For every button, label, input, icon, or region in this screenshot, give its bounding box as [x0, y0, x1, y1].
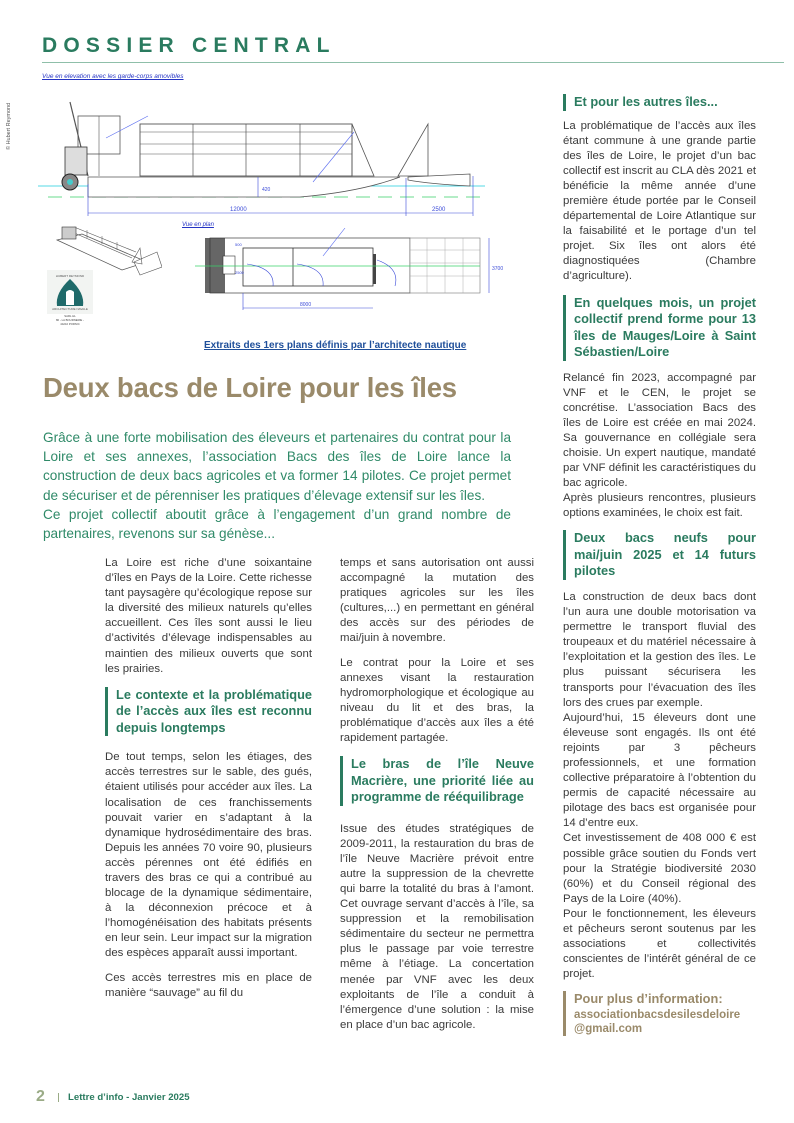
- article-headline: Deux bacs de Loire pour les îles: [43, 372, 457, 403]
- section-title: DOSSIER CENTRAL: [42, 34, 336, 57]
- col3-paragraph-3c: Cet investissement de 408 000 € est possible grâce soutien du Fonds vert pour la Stratégie biodiversité 2030 (60%) et du Conseil régional des Pays de la Loire (40%).: [563, 832, 756, 905]
- logo-subtitle: ARCHITECTURE NAVALE: [52, 307, 88, 311]
- dim-length-main: 12000: [230, 207, 247, 213]
- boat-plan-drawing: [195, 228, 505, 323]
- elevation-view-caption: Vue en elevation avec les garde-corps amovibles: [42, 73, 184, 80]
- col2-paragraph-1: temps et sans autorisation ont aussi accompagné la mutation des pratiques agricoles sur les îles (cultures,...) en permettant en général des accès sur des périodes de mai/juin à novembre.: [340, 557, 534, 645]
- logo-line1: SARL HL: [64, 314, 76, 318]
- col3-paragraph-3b: Aujourd’hui, 15 éleveurs dont une éleveuse sont engagés. Ils ont été rejoints par 3 pêcheurs professionnels, et une formation collective préparatoire à l’obtention du permis de capacité nécessaire au pilotage des bacs est organisée pour 14 d’entre eux.: [563, 711, 756, 830]
- col3-subhead-1: Et pour les autres îles...: [563, 94, 756, 111]
- title-divider: [42, 62, 784, 63]
- col1-subhead: Le contexte et la problématique de l’accès aux îles est reconnu depuis longtemps: [105, 687, 312, 737]
- dim-plan-width: 3700: [492, 266, 504, 272]
- col1-paragraph-2: De tout temps, selon les étiages, des accès terrestres sur le sable, des gués, étaient utilisés pour accéder aux îles. La localisation de ces franchissements pouvait varier en s’adaptant à la dynamique hydrosédimentaire des bras. Depuis les années 70 voire 90, plusieurs accès pérennes ont été édifiés en travers des bras ce qui a contribué au blocage de la dynamique sédimentaire, à la déconnexion précoce et à l’homogénéisation des habitats présents en leur sein. Leur impact sur la migration des espèces apparaît aussi important.: [105, 751, 312, 960]
- contact-email-part-2[interactable]: @gmail.com: [574, 1022, 643, 1035]
- plan-view-caption: Vue en plan: [182, 222, 214, 228]
- contact-box: [563, 991, 756, 1036]
- dim-plan-edge: 500: [235, 242, 242, 247]
- col3-paragraph-3a: La construction de deux bacs dont l’un aura une double motorisation va permettre le transport fluvial des troupeaux et du matériel nécessaire à l’exploitation et la gestion des îles. Le plus puissant sécurisera les transports pour l’évacuation des îles lors des crues par exemple.: [563, 590, 756, 709]
- lead-paragraph-1: Grâce à une forte mobilisation des éleveurs et partenaires du contrat pour la Loire et ses annexes, l’association Bacs des îles de Loire lance la construction de deux bacs agricoles et va former 14 pilotes. Ce projet permet de sécuriser et de pérenniser les pratiques d’élevage extensif sur les îles.: [43, 430, 511, 503]
- boat-elevation-drawing: [30, 92, 500, 217]
- logo-line3: 44210 PORNIC: [60, 322, 80, 326]
- photo-credit-text: © Hubert Reymond: [6, 102, 12, 150]
- article-column-3: [563, 94, 756, 1036]
- publication-name: Lettre d’info - Janvier 2025: [68, 1092, 190, 1103]
- contact-title: Pour plus d’information:: [574, 991, 723, 1007]
- article-column-1: [105, 556, 312, 1010]
- logo-line2: 80 - LA BOURNERIE -: [56, 318, 84, 322]
- page-number: 2: [36, 1088, 45, 1105]
- contact-email-part-1[interactable]: associationbacsdesilesdeloire: [574, 1008, 741, 1021]
- col3-paragraph-3d: Pour le fonctionnement, les éleveurs et pêcheurs seront soutenus par les associations et collectivités conscientes de l’intérêt général de ce projet.: [563, 907, 756, 981]
- col3-subhead-2: En quelques mois, un projet collectif prend forme pour 13 îles de Mauges/Loire à Saint Sébastien/Loire: [563, 295, 756, 361]
- dim-draft: 420: [262, 187, 271, 193]
- col3-paragraph-1: La problématique de l’accès aux îles étant commune à une grande partie des îles de Loire, le projet d’un bac collectif est inscrit au CLA dès 2021 et bénéficie la même année d’une première étude portée par le Conseil départemental de Loire Atlantique sur la faisabilité et le portage d’un tel projet. Six îles ont alors été diagnostiquées (Chambre d’agriculture).: [563, 119, 756, 283]
- footer-separator: [58, 1093, 59, 1102]
- dim-plan-inner: 2500: [235, 270, 244, 275]
- dim-length-ramp: 2500: [432, 207, 446, 213]
- col1-paragraph-3: Ces accès terrestres mis en place de manière “sauvage” au fil du: [105, 971, 312, 999]
- col2-paragraph-2: Le contrat pour la Loire et ses annexes visant la restauration hydromorphologique et écologique au niveau du lit et des bras, la problématique d’accès aux îles a été rapidement partagée.: [340, 656, 534, 745]
- col2-subhead: Le bras de l’île Neuve Macrière, une priorité liée au programme de rééquilibrage: [340, 756, 534, 806]
- figure-caption: Extraits des 1ers plans définis par l’architecte nautique: [204, 340, 467, 351]
- col3-subhead-3: Deux bacs neufs pour mai/juin 2025 et 14 futurs pilotes: [563, 530, 756, 580]
- logo-name: HUBERT REYMOND: [55, 274, 85, 278]
- article-column-2: [340, 556, 534, 1042]
- architect-logo: [45, 268, 97, 328]
- col3-paragraph-2a: Relancé fin 2023, accompagné par VNF et le CEN, le projet se concrétise. L’association Bacs des îles de Loire est créée en mai 2024. Sa gouvernance en collégiale sera choisie. Un expert nautique, mandaté par VNF définit les caractéristiques du bac agricole.: [563, 371, 756, 490]
- architect-logo-mark: [45, 268, 97, 328]
- dim-plan-length: 8000: [300, 302, 312, 308]
- photo-credit: [4, 92, 14, 152]
- col2-paragraph-3: Issue des études stratégiques de 2009-2011, la restauration du bras de l’île Neuve Macrière prévoit entre autre la suppression de la chevrette qui barre la totalité du bras à l’amont. Cet ouvrage servant d’accès à l’île, sa suppression et la remobilisation sédimentaire du secteur ne permettra plus le passage par voie terrestre même à l’étiage. La concertation menée par VNF avec les deux exploitants de l’île a conduit à l’émergence d’une solution : la mise en place d’un bac agricole.: [340, 822, 534, 1031]
- lead-paragraph-2: Ce projet collectif aboutit grâce à l’engagement d’un grand nombre de partenaires, revenons sur sa génèse...: [43, 506, 511, 542]
- contact-email[interactable]: [574, 1008, 756, 1036]
- col3-paragraph-2b: Après plusieurs rencontres, plusieurs options examinées, le choix est fait.: [563, 492, 756, 520]
- article-lead: [43, 428, 511, 543]
- col1-paragraph-1: La Loire est riche d’une soixantaine d’îles en Pays de la Loire. Cette richesse tant paysagère qu’écologique repose sur la diversité des milieux naturels qu’elles accueillent. Ces îles sont aussi le lieu d’activités d’élevage indispensables au maintien des milieux ouverts que sont les prairies.: [105, 557, 312, 675]
